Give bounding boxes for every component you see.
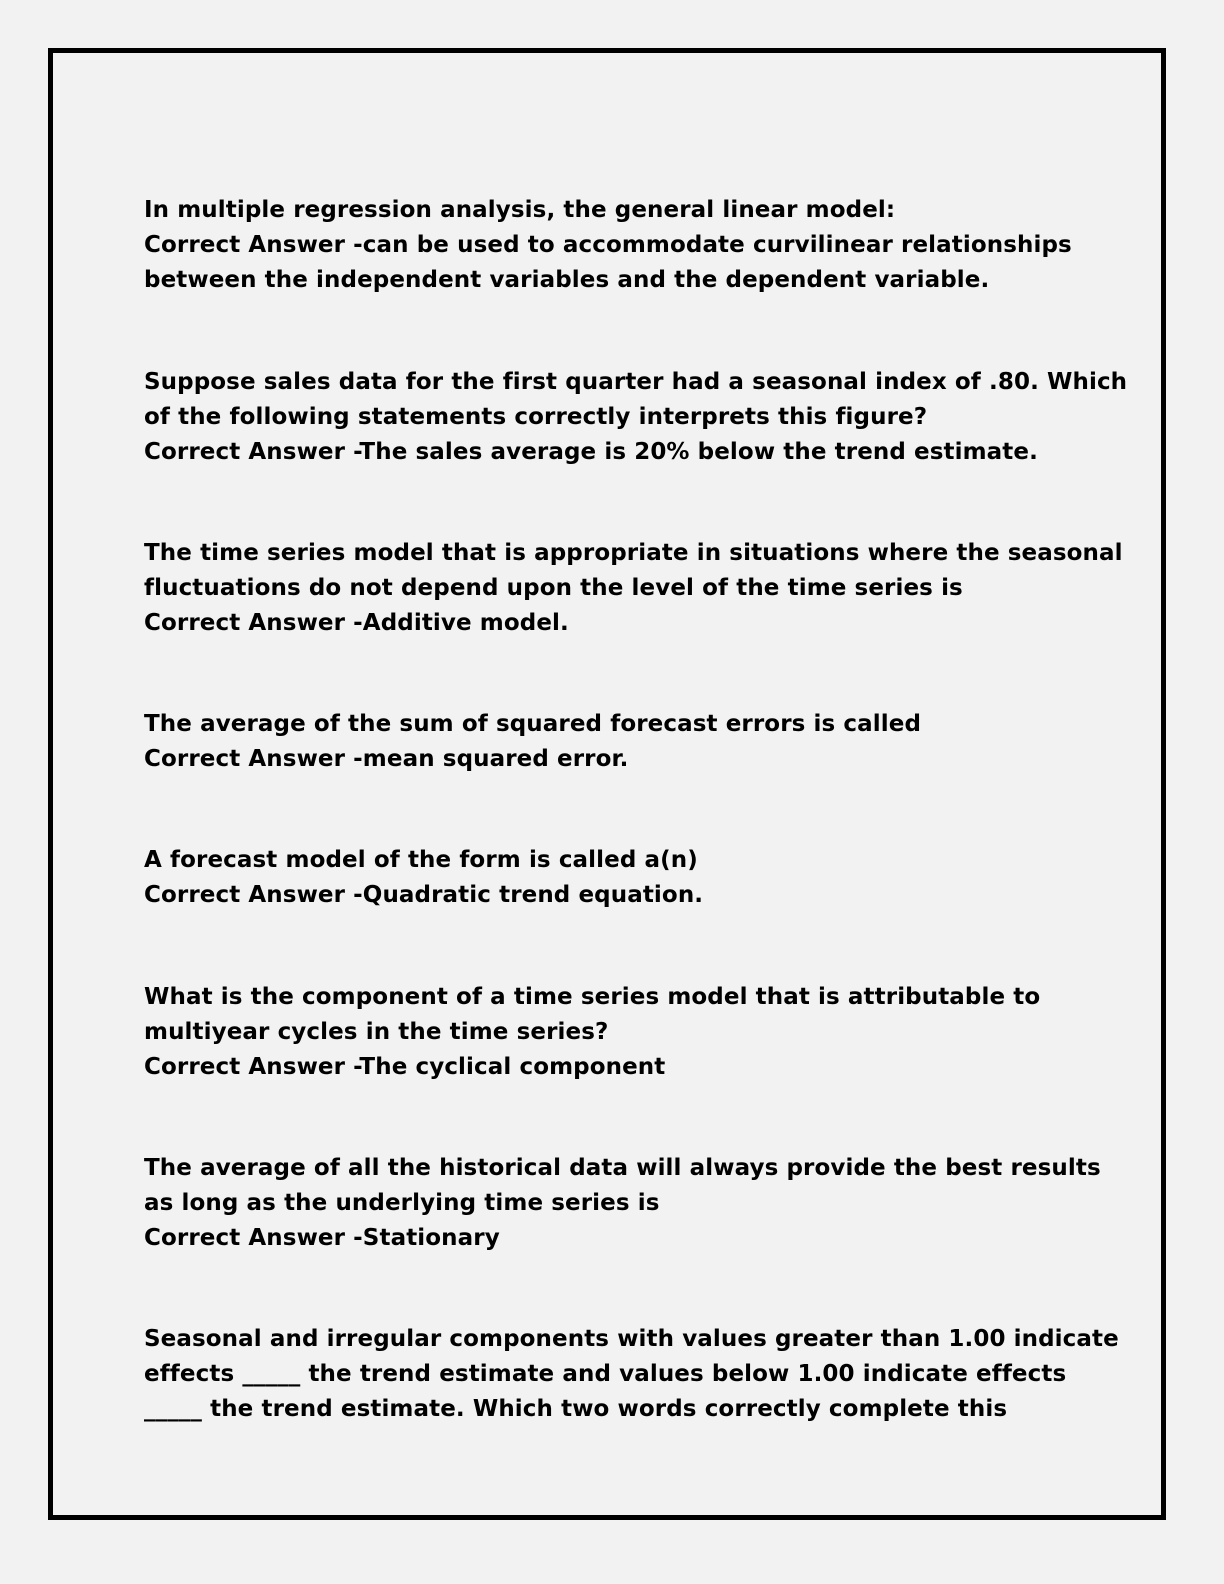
answer-text: Correct Answer -mean squared error. xyxy=(144,746,629,772)
question-text: The average of all the historical data will always provide the best results xyxy=(144,1155,1101,1181)
question-text: effects _____ the trend estimate and values below 1.00 indicate effects xyxy=(144,1361,1067,1387)
question-text: Suppose sales data for the first quarter had a seasonal index of .80. Which xyxy=(144,369,1128,395)
question-text: A forecast model of the form is called a(n) xyxy=(144,847,698,873)
qa-item xyxy=(144,843,1084,913)
qa-item xyxy=(144,980,1084,1085)
qa-item xyxy=(144,193,1084,298)
answer-text: Correct Answer -Quadratic trend equation. xyxy=(144,882,704,908)
qa-item xyxy=(144,536,1123,641)
answer-text: Correct Answer -Stationary xyxy=(144,1225,500,1251)
question-text: of the following statements correctly interprets this figure? xyxy=(144,404,928,430)
question-text: multiyear cycles in the time series? xyxy=(144,1019,609,1045)
question-text: fluctuations do not depend upon the level of the time series is xyxy=(144,575,963,601)
qa-item xyxy=(144,1322,1119,1427)
question-text: The time series model that is appropriate in situations where the seasonal xyxy=(144,540,1123,566)
qa-item xyxy=(144,707,1084,777)
answer-text: Correct Answer -Additive model. xyxy=(144,610,569,636)
answer-text: between the independent variables and the dependent variable. xyxy=(144,267,990,293)
answer-text: Correct Answer -The sales average is 20% below the trend estimate. xyxy=(144,439,1038,465)
qa-item xyxy=(144,365,1128,470)
question-text: as long as the underlying time series is xyxy=(144,1190,660,1216)
question-text: The average of the sum of squared forecast errors is called xyxy=(144,711,922,737)
answer-text: Correct Answer -can be used to accommodate curvilinear relationships xyxy=(144,232,1072,258)
question-text: Seasonal and irregular components with values greater than 1.00 indicate xyxy=(144,1326,1119,1352)
qa-item xyxy=(144,1151,1101,1256)
question-text: What is the component of a time series model that is attributable to xyxy=(144,984,1041,1010)
answer-text: Correct Answer -The cyclical component xyxy=(144,1054,666,1080)
question-text: In multiple regression analysis, the general linear model: xyxy=(144,197,896,223)
question-text: _____ the trend estimate. Which two words correctly complete this xyxy=(144,1396,1008,1422)
